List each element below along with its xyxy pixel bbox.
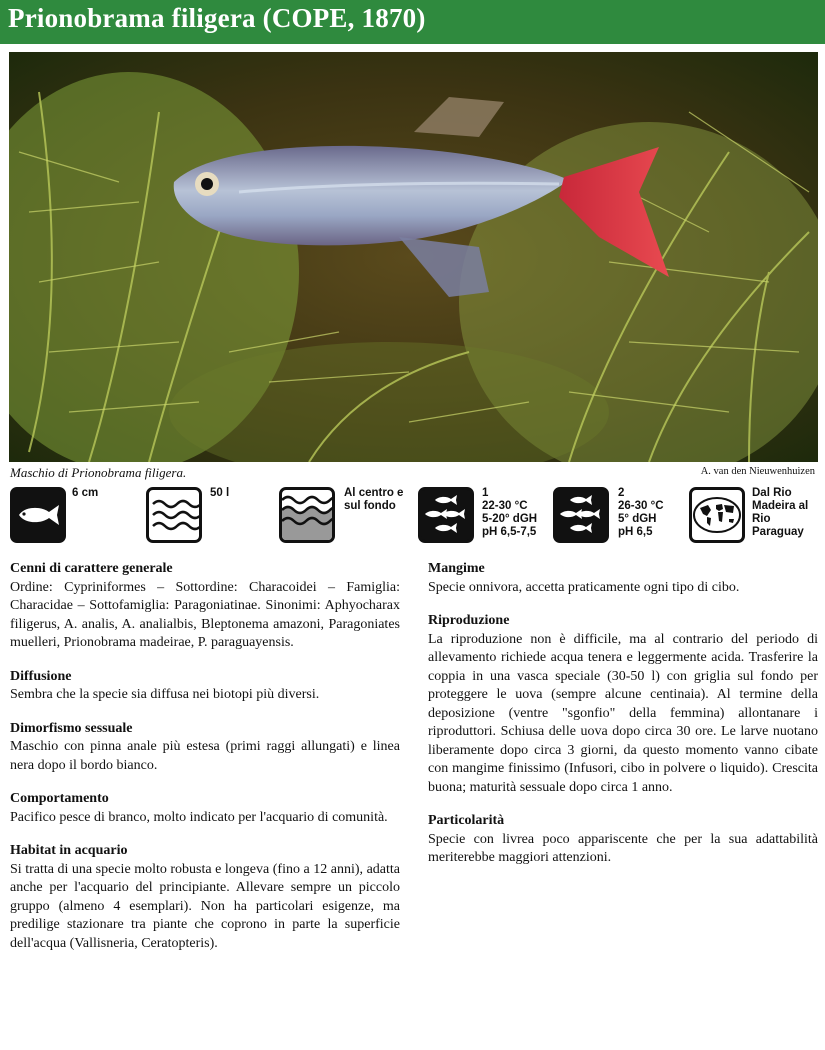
world-map-text: Dal Rio Madeira al Rio Paraguay bbox=[752, 487, 809, 538]
section-text: Si tratta di una specie molto robusta e longeva (fino a 12 anni), adatta anche per l'acquario del principiante. Allevare sempre un piccolo gruppo (almeno 4 esemplari). Non ha particolari esigenze, ma predilige stazionare tra piante che coprono in parte la superficie dell'acqua (Vallisneria, Ceratopteris). bbox=[10, 861, 400, 951]
right-column bbox=[428, 560, 818, 883]
title-bar bbox=[0, 0, 825, 44]
world-map-icon bbox=[689, 487, 745, 543]
section-reproduction bbox=[428, 612, 818, 797]
section-food bbox=[428, 560, 818, 597]
section-particularity bbox=[428, 812, 818, 868]
tank-volume-icon bbox=[146, 487, 202, 543]
section-heading: Particolarità bbox=[428, 813, 505, 828]
section-heading: Diffusione bbox=[10, 668, 72, 684]
section-text: La riproduzione non è difficile, ma al contrario del periodo di allevamento richiede acqua tenera e leggermente acida. Trasferire la coppia in una vasca speciale (30-50 l) con griglia sul fondo per proteggere le uova (sempre alcune centinaia). Al termine della deposizione (ventre "sgonfio" della femmina) allontanare i riproduttori. Schiusa delle uova dopo circa 30 ore. Le larve nuotano liberamente dopo circa 3 giorni, da questo momento vanno cibate con mangime finissimo (Infusori, cibo in polvere o liquido). Crescita buona; maturità sessuale dopo circa 1 anno. bbox=[428, 631, 818, 795]
section-heading: Cenni di carattere generale bbox=[10, 561, 173, 576]
photo-credit: A. van den Nieuwenhuizen bbox=[700, 466, 815, 477]
school-fish-1-icon bbox=[418, 487, 474, 543]
section-heading: Mangime bbox=[428, 561, 485, 576]
page-title: Prionobrama filigera (COPE, 1870) bbox=[8, 3, 426, 33]
school-fish-2-text: 2 26-30 °C 5° dGH pH 6,5 bbox=[618, 487, 664, 538]
tank-volume-text: 50 l bbox=[210, 487, 230, 499]
school-fish-1-text: 1 22-30 °C 5-20° dGH pH 6,5-7,5 bbox=[482, 487, 538, 538]
school-fish-2-icon bbox=[553, 487, 609, 543]
fish-photo bbox=[9, 52, 818, 462]
section-text: Pacifico pesce di branco, molto indicato per l'acquario di comunità. bbox=[10, 809, 388, 825]
section-text: Sembra che la specie sia diffusa nei biotopi più diversi. bbox=[10, 687, 320, 702]
section-heading: Dimorfismo sessuale bbox=[10, 720, 133, 736]
photo-caption: Maschio di Prionobrama filigera. bbox=[10, 465, 187, 480]
section-text: Specie onnivora, accetta praticamente ogni tipo di cibo. bbox=[428, 579, 740, 595]
section-heading: Riproduzione bbox=[428, 613, 510, 628]
section-aquarium-habitat bbox=[10, 842, 400, 953]
left-column bbox=[10, 560, 400, 968]
swimming-zone-icon bbox=[279, 487, 335, 543]
section-general bbox=[10, 560, 400, 653]
section-heading: Habitat in acquario bbox=[10, 843, 128, 858]
fish-size-text: 6 cm bbox=[72, 487, 99, 499]
section-text: Maschio con pinna anale più estesa (primi raggi allungati) e linea nera dopo il bordo bianco. bbox=[10, 739, 400, 773]
section-text: Ordine: Cypriniformes – Sottordine: Characoidei – Famiglia: Characidae – Sottofamiglia: Paragoniatinae. Sinonimi: Aphyocharax filigerus, A. analis, A. analialbis, Bleptonema amazoni, Paragoniates muelleri, Prionobrama madeirae, P. paraguayensis. bbox=[10, 579, 400, 650]
section-behaviour bbox=[10, 790, 400, 827]
section-sexual-dimorphism bbox=[10, 720, 400, 776]
section-distribution bbox=[10, 668, 400, 705]
swimming-zone-text: Al centro e sul fondo bbox=[344, 487, 404, 512]
section-heading: Comportamento bbox=[10, 791, 109, 806]
section-text: Specie con livrea poco appariscente che per la sua adattabilità meriterebbe maggiori attenzioni. bbox=[428, 831, 818, 865]
fish-size-icon bbox=[10, 487, 66, 543]
